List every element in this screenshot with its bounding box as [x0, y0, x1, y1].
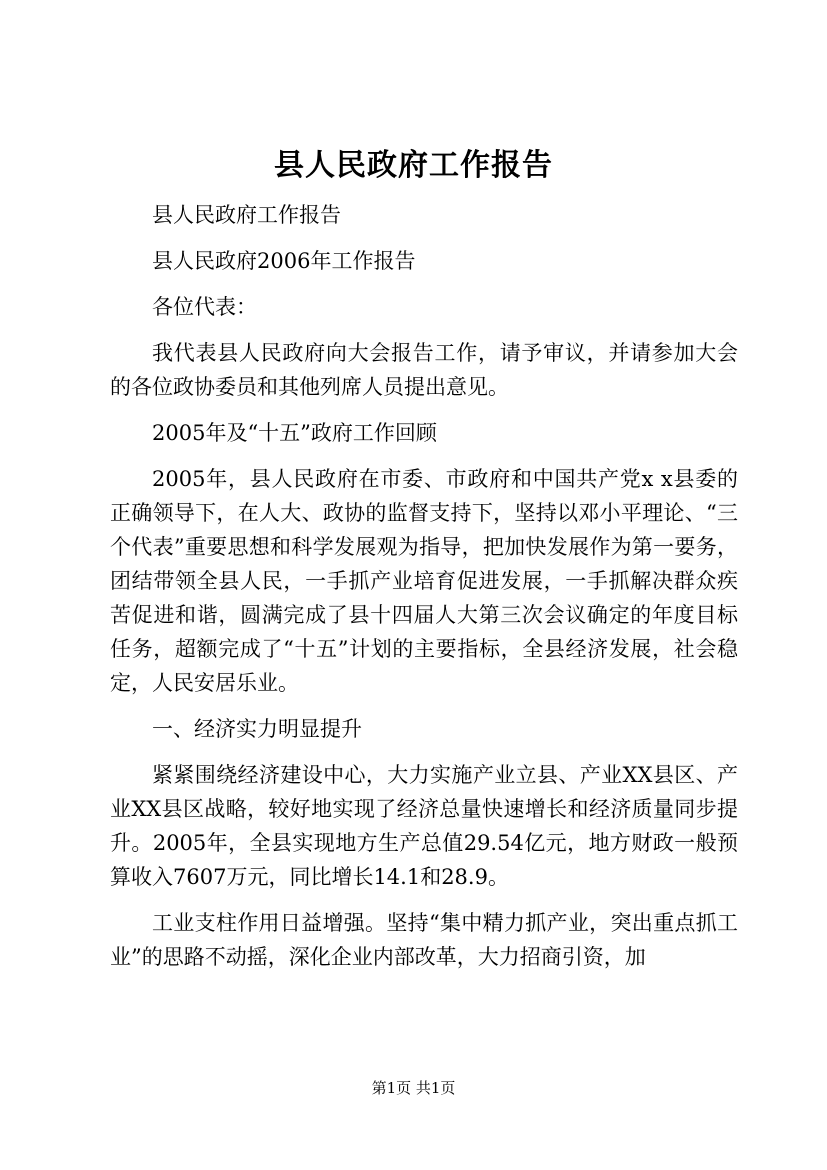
page-footer: 第1页 共1页: [371, 1079, 456, 1097]
paragraph-section-heading: 一、经济实力明显提升: [152, 717, 362, 741]
document-title: 县人民政府工作报告: [274, 148, 553, 183]
paragraph-intro: 我代表县人民政府向大会报告工作，请予审议，并请参加大会的各位政协委员和其他列席人员提出意见。: [110, 341, 738, 399]
paragraph-review-heading: 2005年及“十五”政府工作回顾: [152, 421, 437, 445]
paragraph-economic-strength: 紧紧围绕经济建设中心，大力实施产业立县、产业XX县区、产业XX县区战略，较好地实现了经济总量快速增长和经济质量同步提升。2005年，全县实现地方生产总值29.54亿元，地方财政一般预算收入7607万元，同比增长14.1和28.9。: [110, 763, 738, 889]
paragraph-subtitle: 县人民政府工作报告: [152, 203, 341, 227]
paragraph-industry: 工业支柱作用日益增强。坚持“集中精力抓产业，突出重点抓工业”的思路不动摇，深化企业内部改革，大力招商引资，加: [110, 911, 738, 969]
paragraph-salutation: 各位代表：: [152, 295, 257, 319]
paragraph-report-year: 县人民政府2006年工作报告: [152, 249, 416, 273]
document-body: [110, 198, 738, 986]
paragraph-review-summary: 2005年，县人民政府在市委、市政府和中国共产党x x县委的正确领导下，在人大、政协的监督支持下，坚持以邓小平理论、“三个代表”重要思想和科学发展观为指导，把加快发展作为第一要务，团结带领全县人民，一手抓产业培育促进发展，一手抓解决群众疾苦促进和谐，圆满完成了县十四届人大第三次会议确定的年度目标任务，超额完成了“十五”计划的主要指标，全县经济发展，社会稳定，人民安居乐业。: [110, 467, 738, 695]
